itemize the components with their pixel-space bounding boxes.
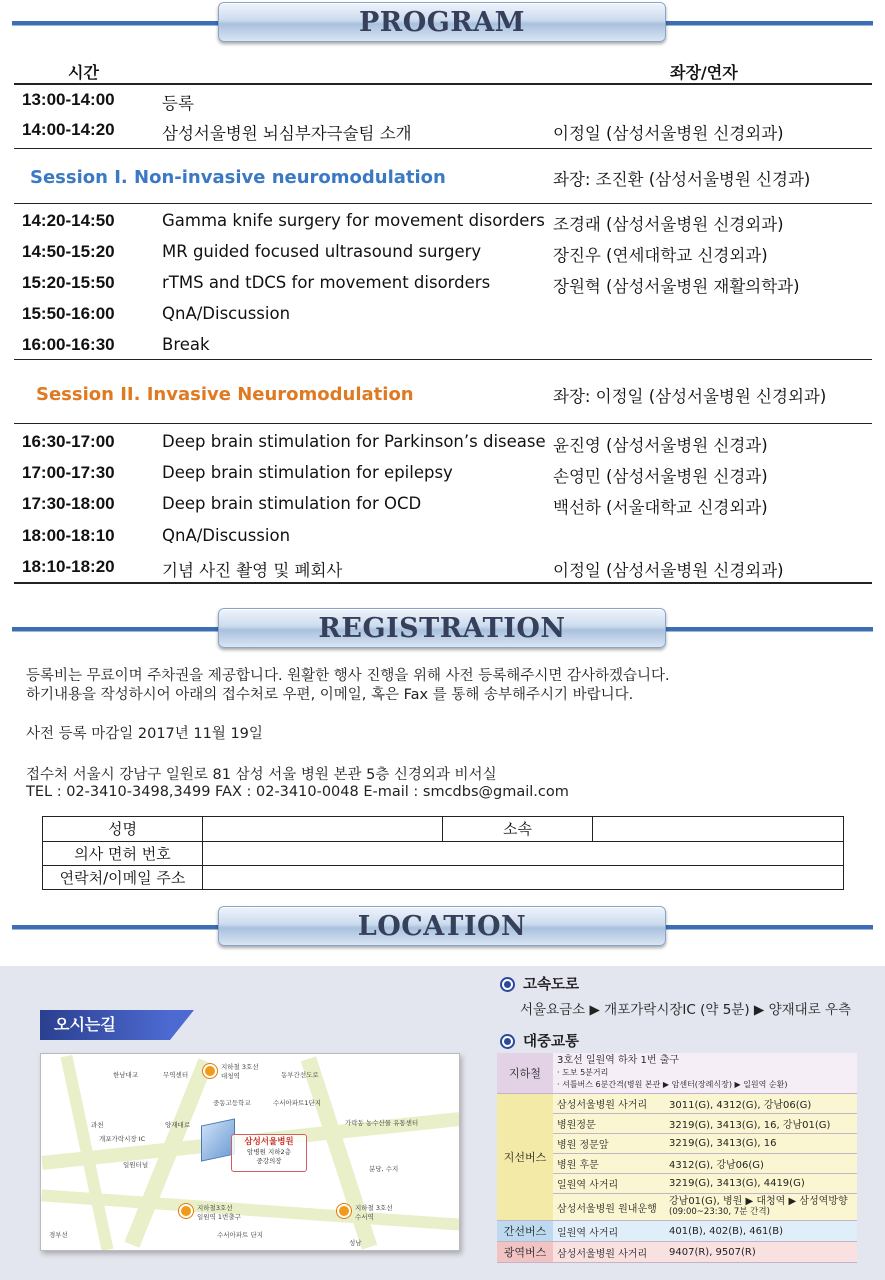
program-row: 17:30-18:00 Deep brain stimulation for OCD 백선하 (서울대학교 신경외과)	[22, 494, 768, 517]
divider	[14, 148, 872, 149]
program-banner	[0, 0, 885, 46]
program-row: 16:30-17:00 Deep brain stimulation for Parkinson’s disease 윤진영 (삼성서울병원 신경과)	[22, 432, 768, 455]
transit-table	[497, 1053, 857, 1263]
program-row: 18:00-18:10 QnA/Discussion	[22, 526, 291, 545]
subway-icon	[337, 1204, 351, 1218]
program-row: 15:50-16:00 QnA/Discussion	[22, 304, 291, 323]
affiliation-field[interactable]	[593, 817, 843, 842]
session1-title: Session I. Non-invasive neuromodulation	[30, 167, 446, 188]
program-row: 16:00-16:30 Break	[22, 335, 210, 354]
program-title: PROGRAM	[358, 7, 526, 38]
hospital-building	[201, 1118, 235, 1161]
program-row: 18:10-18:20 기념 사진 촬영 및 폐회사 이정일 (삼성서울병원 신경외과)	[22, 557, 784, 580]
license-field[interactable]	[203, 842, 843, 866]
contact-field[interactable]	[203, 866, 843, 889]
transit-heading: 대중교통	[502, 1030, 579, 1051]
contact-label: 연락처/이메일 주소	[43, 866, 203, 889]
program-row: 17:00-17:30 Deep brain stimulation for epilepsy 손영민 (삼성서울병원 신경과)	[22, 463, 768, 486]
bullet-icon	[502, 979, 513, 990]
program-row: 13:00-14:00 등록	[22, 90, 194, 113]
table-row: 간선버스 일원역 사거리 401(B), 402(B), 461(B)	[497, 1221, 857, 1242]
table-row: 일원역 사거리 3219(G), 3413(G), 4419(G)	[497, 1174, 857, 1194]
header-speaker: 좌장/연자	[670, 63, 738, 82]
program-row: 14:50-15:20 MR guided focused ultrasound surgery 장진우 (연세대학교 신경외과)	[22, 242, 768, 265]
registration-deadline: 사전 등록 마감일 2017년 11월 19일	[26, 726, 263, 742]
bullet-icon	[502, 1036, 513, 1047]
registration-form	[42, 816, 844, 890]
divider	[14, 582, 872, 584]
divider	[14, 203, 872, 204]
subway-icon	[179, 1204, 193, 1218]
registration-title: REGISTRATION	[318, 613, 566, 644]
registration-contact: TEL : 02-3410-3498,3499 FAX : 02-3410-0048 E-mail : smcdbs@gmail.com	[26, 784, 569, 800]
directions-label: 오시는길	[40, 1010, 170, 1040]
table-row: 지선버스 삼성서울병원 사거리 3011(G), 4312(G), 강남06(G)	[497, 1094, 857, 1114]
divider	[14, 359, 872, 360]
divider	[14, 423, 872, 424]
table-row: 삼성서울병원 원내운행 강남01(G), 병원 ▶ 대청역 ▶ 삼성역방향 (09:00~23:30, 7분 간격)	[497, 1194, 857, 1221]
location-map: 한남대교 무역센터 지하철 3호선 대청역 동부간선도로 중동고등학교 수서아파트1단지 과천 양재대로 가락동 농수산물 유통센터 개포가락시장 IC 일원터널 분당, 수지 삼성서울병원 암병원 지하2층 중강의장 지하철3호선 일원역 1번출구 지하철 3호선 수서역 경부선 수서아파트 단지 성남	[40, 1053, 460, 1251]
table-row: 병원 정문앞 3219(G), 3413(G), 16	[497, 1134, 857, 1154]
hospital-label: 삼성서울병원 암병원 지하2층 중강의장	[231, 1134, 307, 1172]
name-label: 성명	[43, 817, 203, 842]
table-row: 지하철 3호선 일원역 하차 1번 출구 · 도보 5분거리 · 셔틀버스 6분간격(병원 본관 ▶ 암센터(장례식장) ▶ 일원역 순환)	[497, 1053, 857, 1094]
location-banner	[0, 904, 885, 950]
divider	[14, 83, 872, 85]
program-row: 14:20-14:50 Gamma knife surgery for movement disorders 조경래 (삼성서울병원 신경외과)	[22, 211, 784, 234]
license-label: 의사 면허 번호	[43, 842, 203, 866]
highway-heading: 고속도로	[502, 973, 579, 994]
registration-banner	[0, 606, 885, 652]
table-row: 병원 후문 4312(G), 강남06(G)	[497, 1154, 857, 1174]
session1-chair: 좌장: 조진환 (삼성서울병원 신경과)	[553, 170, 811, 189]
location-title: LOCATION	[357, 911, 527, 942]
registration-address: 접수처 서울시 강남구 일원로 81 삼성 서울 병원 본관 5층 신경외과 비서실	[26, 767, 497, 783]
table-row: 병원정문 3219(G), 3413(G), 16, 강남01(G)	[497, 1114, 857, 1134]
program-row: 15:20-15:50 rTMS and tDCS for movement disorders 장원혁 (삼성서울병원 재활의학과)	[22, 273, 800, 296]
registration-line2: 하기내용을 작성하시어 아래의 접수처로 우편, 이메일, 혹은 Fax 를 통해 송부해주시기 바랍니다.	[26, 687, 634, 703]
subway-icon	[203, 1064, 217, 1078]
affiliation-label: 소속	[443, 817, 593, 842]
highway-route: 서울요금소 ▶ 개포가락시장IC (약 5분) ▶ 양재대로 우측	[520, 1002, 852, 1018]
registration-line1: 등록비는 무료이며 주차권을 제공합니다. 원활한 행사 진행을 위해 사전 등록해주시면 감사하겠습니다.	[26, 668, 670, 684]
table-row: 광역버스 삼성서울병원 사거리 9407(R), 9507(R)	[497, 1242, 857, 1263]
session2-chair: 좌장: 이정일 (삼성서울병원 신경외과)	[553, 387, 827, 406]
session2-title: Session II. Invasive Neuromodulation	[36, 384, 414, 405]
name-field[interactable]	[203, 817, 443, 842]
program-row: 14:00-14:20 삼성서울병원 뇌심부자극술팀 소개 이정일 (삼성서울병원 신경외과)	[22, 120, 784, 143]
header-time: 시간	[68, 63, 99, 82]
